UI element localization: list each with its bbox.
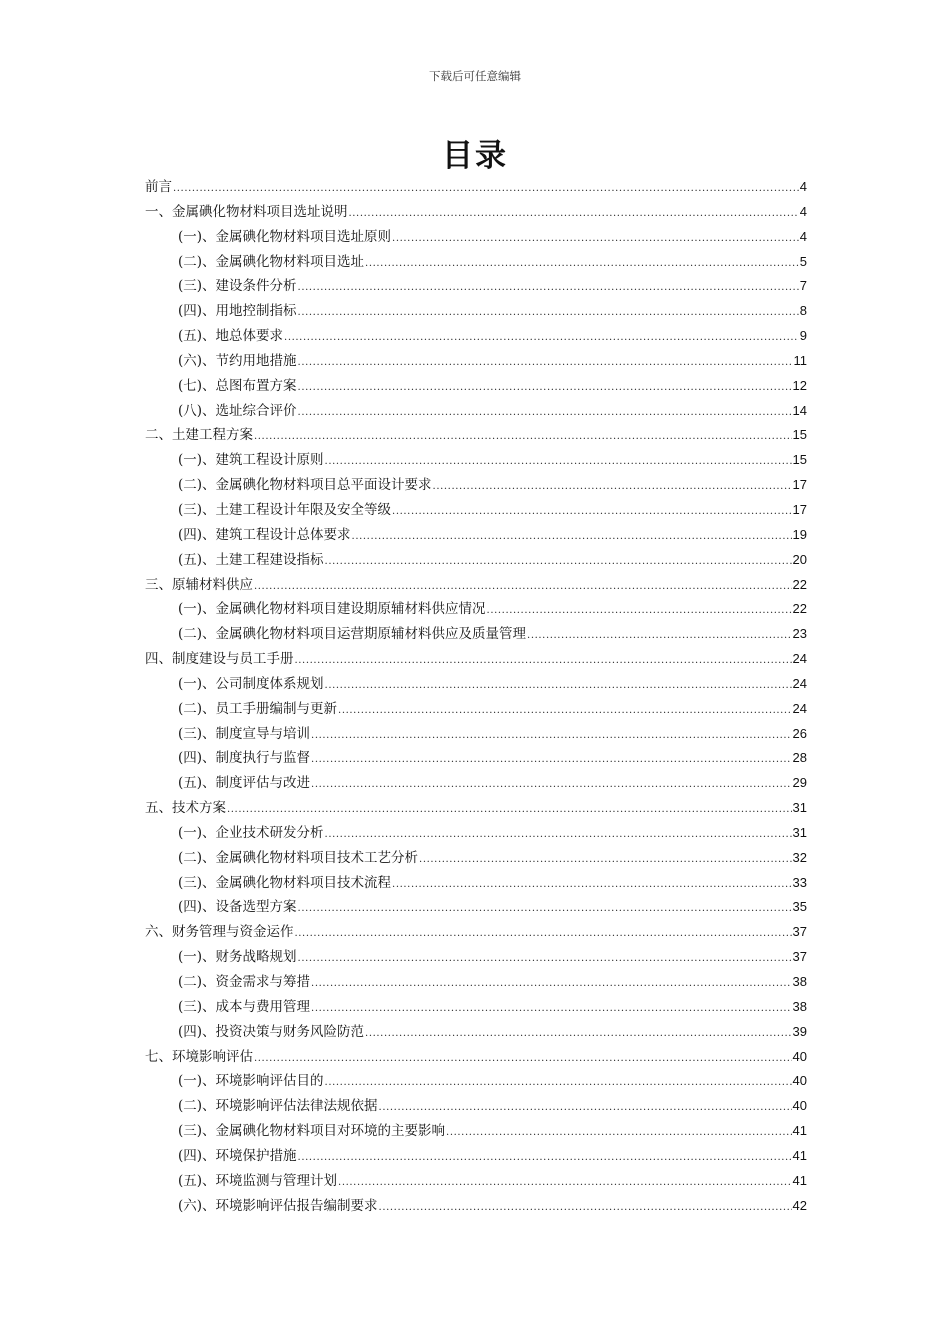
- toc-entry-label: (二)、员工手册编制与更新: [178, 700, 338, 717]
- toc-entry-page-number: 32: [792, 849, 807, 865]
- toc-leader-dots: [298, 351, 793, 376]
- toc-entry-page-number: 40: [792, 1098, 807, 1114]
- toc-entry-label: (四)、设备选型方案: [178, 899, 297, 916]
- toc-entry[interactable]: [145, 250, 807, 275]
- toc-entry-label: 前言: [145, 179, 172, 195]
- toc-leader-dots: [419, 848, 791, 873]
- toc-entry-label: 六、财务管理与资金运作: [145, 924, 294, 941]
- toc-entry-page-number: 9: [799, 328, 807, 344]
- toc-leader-dots: [298, 897, 792, 922]
- toc-entry-label: (四)、环境保护措施: [178, 1147, 297, 1164]
- toc-entry[interactable]: [145, 697, 807, 722]
- toc-entry-label: (六)、节约用地措施: [178, 352, 297, 369]
- toc-leader-dots: [365, 252, 799, 277]
- toc-entry-page-number: 31: [792, 800, 807, 816]
- toc-entry-label: (四)、用地控制指标: [178, 303, 297, 320]
- page-header: 下载后可任意编辑: [429, 69, 521, 83]
- toc-leader-dots: [298, 401, 792, 426]
- toc-entry[interactable]: [145, 796, 807, 821]
- toc-leader-dots: [325, 674, 792, 699]
- toc-leader-dots: [325, 450, 792, 475]
- toc-entry-page-number: 42: [792, 1197, 807, 1213]
- toc-leader-dots: [325, 823, 792, 848]
- toc-entry[interactable]: [145, 1119, 807, 1144]
- toc-entry[interactable]: [145, 771, 807, 796]
- toc-entry[interactable]: [145, 349, 807, 374]
- toc-entry-page-number: 37: [792, 924, 807, 940]
- toc-entry-page-number: 4: [799, 179, 807, 194]
- toc-entry-page-number: 37: [792, 949, 807, 965]
- toc-entry-page-number: 22: [792, 601, 807, 617]
- page-title: 目录: [442, 138, 508, 174]
- toc-entry[interactable]: [145, 945, 807, 970]
- toc-leader-dots: [254, 575, 792, 600]
- toc-entry[interactable]: [145, 970, 807, 995]
- toc-entry[interactable]: [145, 498, 807, 523]
- toc-leader-dots: [352, 525, 792, 550]
- toc-entry[interactable]: [145, 473, 807, 498]
- toc-entry-page-number: 14: [792, 402, 807, 418]
- toc-entry-page-number: 19: [792, 526, 807, 542]
- toc-entry-page-number: 31: [792, 824, 807, 840]
- toc-leader-dots: [325, 1071, 792, 1096]
- toc-entry[interactable]: [145, 548, 807, 573]
- toc-entry-page-number: 24: [792, 700, 807, 716]
- toc-entry[interactable]: [145, 672, 807, 697]
- toc-entry-page-number: 4: [799, 203, 807, 219]
- toc-entry[interactable]: [145, 871, 807, 896]
- toc-entry-page-number: 40: [792, 1073, 807, 1089]
- toc-entry-page-number: 24: [792, 651, 807, 667]
- toc-entry-page-number: 33: [792, 874, 807, 890]
- toc-entry-page-number: 39: [792, 1023, 807, 1039]
- toc-leader-dots: [349, 202, 799, 227]
- toc-entry[interactable]: [145, 448, 807, 473]
- toc-entry-page-number: 8: [799, 303, 807, 319]
- table-of-contents: [145, 175, 807, 1218]
- toc-entry[interactable]: [145, 920, 807, 945]
- toc-entry[interactable]: [145, 175, 807, 200]
- toc-entry[interactable]: [145, 647, 807, 672]
- toc-entry-label: (二)、资金需求与筹措: [178, 974, 311, 990]
- toc-leader-dots: [325, 550, 792, 575]
- toc-leader-dots: [298, 301, 799, 326]
- toc-entry-label: (一)、金属碘化物材料项目选址原则: [178, 228, 392, 245]
- toc-leader-dots: [298, 1146, 792, 1171]
- toc-entry-label: 一、金属碘化物材料项目选址说明: [145, 203, 348, 220]
- toc-entry-page-number: 40: [792, 1048, 807, 1064]
- toc-entry[interactable]: [145, 324, 807, 349]
- toc-leader-dots: [311, 972, 791, 997]
- toc-entry-label: (二)、金属碘化物材料项目技术工艺分析: [178, 849, 419, 866]
- toc-leader-dots: [379, 1096, 792, 1121]
- toc-leader-dots: [433, 475, 792, 500]
- toc-leader-dots: [298, 947, 792, 972]
- toc-entry-label: 五、技术方案: [145, 800, 226, 817]
- toc-entry-label: (五)、土建工程建设指标: [178, 551, 324, 568]
- toc-leader-dots: [295, 922, 792, 947]
- toc-entry-page-number: 22: [792, 576, 807, 592]
- toc-leader-dots: [311, 748, 791, 773]
- toc-leader-dots: [311, 997, 791, 1022]
- toc-entry-label: (四)、制度执行与监督: [178, 750, 311, 767]
- toc-leader-dots: [298, 376, 792, 401]
- toc-entry-label: (三)、金属碘化物材料项目技术流程: [178, 874, 392, 891]
- toc-entry-label: (一)、财务战略规划: [178, 949, 297, 966]
- toc-leader-dots: [254, 425, 792, 450]
- toc-leader-dots: [311, 724, 791, 749]
- toc-leader-dots: [527, 624, 791, 649]
- toc-entry-label: (五)、地总体要求: [178, 328, 284, 345]
- toc-entry[interactable]: [145, 1194, 807, 1219]
- toc-entry-label: (二)、金属碘化物材料项目总平面设计要求: [178, 477, 432, 494]
- toc-entry-label: (一)、公司制度体系规划: [178, 675, 324, 692]
- toc-entry-label: (一)、企业技术研发分析: [178, 824, 324, 841]
- toc-leader-dots: [338, 1171, 791, 1196]
- toc-leader-dots: [227, 798, 792, 823]
- toc-entry-label: (一)、环境影响评估目的: [178, 1073, 324, 1090]
- toc-entry-page-number: 23: [792, 626, 807, 642]
- toc-entry-label: 二、土建工程方案: [145, 427, 253, 444]
- toc-leader-dots: [392, 227, 799, 252]
- toc-entry[interactable]: [145, 622, 807, 647]
- toc-entry-label: (五)、环境监测与管理计划: [178, 1172, 338, 1189]
- toc-leader-dots: [446, 1121, 791, 1146]
- toc-entry-page-number: 17: [792, 501, 807, 517]
- toc-entry-page-number: 11: [793, 352, 807, 368]
- toc-entry[interactable]: [145, 225, 807, 250]
- toc-leader-dots: [365, 1022, 791, 1047]
- toc-entry[interactable]: [145, 299, 807, 324]
- toc-entry[interactable]: [145, 573, 807, 598]
- toc-entry[interactable]: [145, 722, 807, 747]
- toc-entry-page-number: 41: [792, 1172, 807, 1188]
- toc-entry-label: (五)、制度评估与改进: [178, 775, 311, 792]
- toc-entry-page-number: 4: [799, 228, 807, 244]
- toc-entry-page-number: 15: [792, 427, 807, 443]
- toc-leader-dots: [487, 599, 792, 624]
- toc-entry-page-number: 38: [792, 998, 807, 1014]
- toc-entry[interactable]: [145, 995, 807, 1020]
- toc-entry-page-number: 17: [792, 477, 807, 493]
- toc-entry-label: (三)、建设条件分析: [178, 278, 297, 295]
- toc-entry-page-number: 29: [792, 775, 807, 791]
- toc-entry[interactable]: [145, 399, 807, 424]
- toc-entry-page-number: 41: [792, 1123, 807, 1139]
- toc-entry-page-number: 15: [792, 452, 807, 468]
- toc-entry-page-number: 26: [792, 725, 807, 741]
- toc-leader-dots: [173, 177, 799, 202]
- toc-entry[interactable]: [145, 1144, 807, 1169]
- toc-entry-label: (三)、制度宣导与培训: [178, 725, 311, 742]
- toc-leader-dots: [298, 276, 799, 301]
- toc-entry[interactable]: [145, 895, 807, 920]
- toc-entry-label: (三)、金属碘化物材料项目对环境的主要影响: [178, 1123, 446, 1140]
- toc-entry[interactable]: [145, 1094, 807, 1119]
- toc-entry-page-number: 20: [792, 551, 807, 567]
- toc-leader-dots: [254, 1047, 792, 1072]
- toc-leader-dots: [295, 649, 792, 674]
- toc-entry[interactable]: [145, 423, 807, 448]
- toc-entry[interactable]: [145, 1045, 807, 1070]
- toc-entry[interactable]: [145, 1069, 807, 1094]
- toc-entry[interactable]: [145, 200, 807, 225]
- toc-leader-dots: [338, 699, 791, 724]
- toc-entry-label: (四)、建筑工程设计总体要求: [178, 526, 351, 543]
- toc-entry-label: (一)、建筑工程设计原则: [178, 452, 324, 469]
- toc-entry[interactable]: [145, 597, 807, 622]
- toc-entry[interactable]: [145, 274, 807, 299]
- toc-entry-page-number: 24: [792, 675, 807, 691]
- toc-entry[interactable]: [145, 374, 807, 399]
- toc-entry[interactable]: [145, 746, 807, 771]
- toc-entry-label: (四)、投资决策与财务风险防范: [178, 1023, 365, 1040]
- toc-entry-page-number: 28: [792, 750, 807, 766]
- toc-entry-page-number: 35: [792, 899, 807, 915]
- toc-leader-dots: [311, 773, 791, 798]
- toc-entry-page-number: 12: [792, 377, 807, 393]
- toc-entry-label: (六)、环境影响评估报告编制要求: [178, 1197, 378, 1214]
- toc-entry-page-number: 41: [792, 1147, 807, 1163]
- toc-entry[interactable]: [145, 523, 807, 548]
- toc-entry-label: (三)、成本与费用管理: [178, 998, 311, 1015]
- toc-entry-page-number: 7: [799, 278, 807, 294]
- toc-entry-label: (三)、土建工程设计年限及安全等级: [178, 501, 392, 518]
- toc-leader-dots: [392, 873, 791, 898]
- toc-entry-label: 三、原辅材料供应: [145, 576, 253, 593]
- toc-entry[interactable]: [145, 1020, 807, 1045]
- toc-entry-label: (一)、金属碘化物材料项目建设期原辅材料供应情况: [178, 601, 486, 618]
- toc-entry-label: (二)、金属碘化物材料项目选址: [178, 253, 365, 270]
- toc-entry[interactable]: [145, 1169, 807, 1194]
- toc-entry-label: (七)、总图布置方案: [178, 377, 297, 394]
- toc-entry-label: (二)、环境影响评估法律法规依据: [178, 1098, 378, 1115]
- toc-entry[interactable]: [145, 846, 807, 871]
- toc-entry-label: (八)、选址综合评价: [178, 402, 297, 419]
- toc-entry-label: 四、制度建设与员工手册: [145, 651, 294, 668]
- toc-leader-dots: [392, 500, 791, 525]
- toc-entry-label: (二)、金属碘化物材料项目运营期原辅材料供应及质量管理: [178, 626, 527, 643]
- toc-entry-page-number: 38: [792, 974, 807, 989]
- toc-entry[interactable]: [145, 821, 807, 846]
- toc-entry-label: 七、环境影响评估: [145, 1048, 253, 1065]
- toc-entry-page-number: 5: [799, 253, 807, 269]
- toc-leader-dots: [284, 326, 799, 351]
- toc-leader-dots: [379, 1196, 792, 1221]
